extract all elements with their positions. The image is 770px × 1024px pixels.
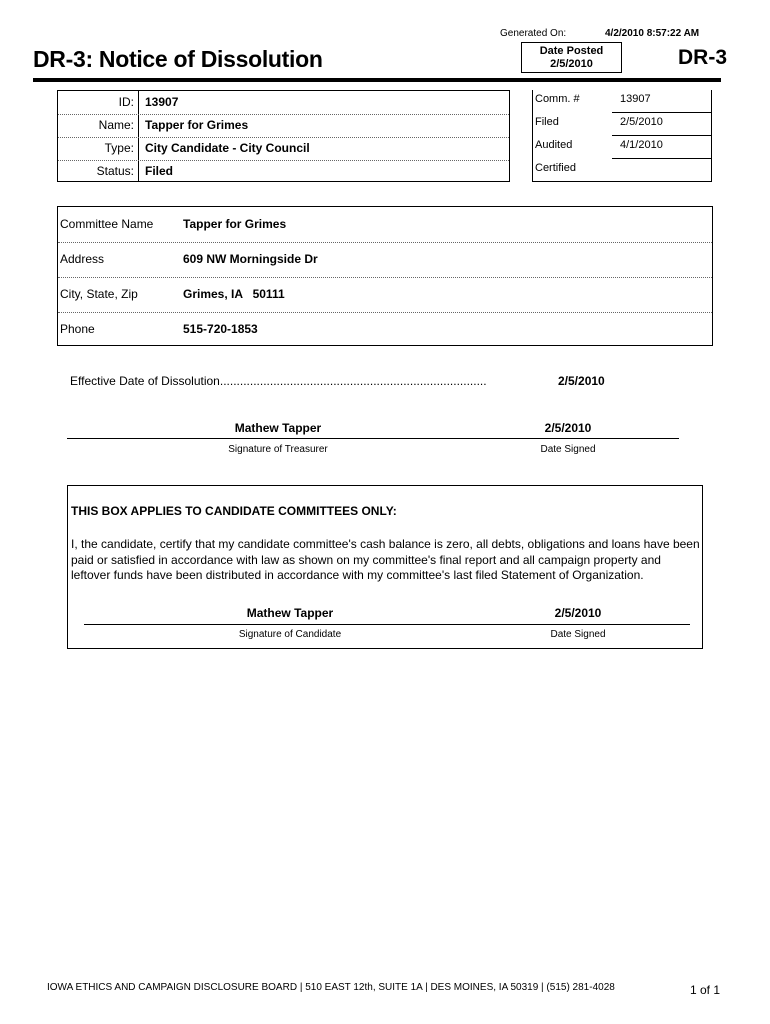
city-state-zip-value: Grimes, IA 50111 (183, 287, 285, 301)
treasurer-signature-caption: Signature of Treasurer (228, 444, 328, 455)
filer-info-box (57, 90, 510, 182)
date-posted-label: Date Posted (539, 45, 604, 57)
info-row-name (58, 114, 509, 138)
committee-row-name (58, 207, 712, 243)
effective-date-value: 2/5/2010 (558, 374, 605, 388)
id-value: 13907 (145, 95, 179, 109)
candidate-certification-text: I, the candidate, certify that my candidate committee's cash balance is zero, all debts, obligations and loans have been paid or satisfied in accordance with law as shown on my committee's final report and all campaign property and leftover funds have been distributed in accordance with my committee's last filed Statement of Organization. (71, 537, 700, 582)
candidate-date-signed: 2/5/2010 (554, 606, 602, 620)
candidate-signature-caption: Signature of Candidate (238, 629, 342, 640)
candidate-signature-name: Mathew Tapper (246, 606, 334, 620)
address-value: 609 NW Morningside Dr (183, 252, 318, 266)
name-label: Name: (98, 118, 134, 132)
generated-on-label: Generated On: (500, 28, 567, 39)
name-value: Tapper for Grimes (145, 118, 249, 132)
candidate-signature-line (84, 624, 690, 625)
audited-label: Audited (535, 139, 573, 151)
treasurer-date-signed: 2/5/2010 (544, 421, 592, 435)
committee-name-label: Committee Name (60, 217, 154, 231)
status-row-filed (533, 113, 711, 136)
candidate-date-caption: Date Signed (550, 629, 606, 640)
filed-value: 2/5/2010 (620, 116, 663, 128)
comm-number-label: Comm. # (535, 93, 580, 105)
page-title: DR-3: Notice of Dissolution (33, 46, 323, 72)
date-posted-box (521, 42, 622, 73)
info-row-type (58, 137, 509, 161)
committee-row-address (58, 242, 712, 278)
filed-label: Filed (535, 116, 559, 128)
certified-label: Certified (535, 162, 576, 174)
audited-value: 4/1/2010 (620, 139, 663, 151)
treasurer-date-caption: Date Signed (540, 444, 596, 455)
page-number: 1 of 1 (690, 983, 721, 997)
committee-details-box (57, 206, 713, 346)
candidate-certification-box (67, 485, 703, 649)
status-value: Filed (145, 164, 174, 178)
candidate-box-heading: THIS BOX APPLIES TO CANDIDATE COMMITTEES ONLY: (71, 504, 397, 518)
comm-number-value: 13907 (620, 93, 651, 105)
info-row-id (58, 91, 509, 115)
footer-address: IOWA ETHICS AND CAMPAIGN DISCLOSURE BOARD | 510 EAST 12th, SUITE 1A | DES MOINES, IA 50319 | (515) 281-4028 (47, 982, 615, 993)
type-value: City Candidate - City Council (145, 141, 310, 155)
effective-date-label: Effective Date of Dissolution................................................................................ (70, 374, 487, 388)
id-label: ID: (118, 95, 134, 109)
form-code: DR-3 (678, 46, 728, 69)
treasurer-signature-name: Mathew Tapper (234, 421, 322, 435)
header-rule (33, 78, 721, 82)
treasurer-signature-line (67, 438, 679, 439)
phone-value: 515-720-1853 (183, 322, 258, 336)
type-label: Type: (104, 141, 134, 155)
date-posted-value: 2/5/2010 (550, 58, 593, 70)
info-row-status (58, 160, 509, 183)
status-row-certified (533, 159, 711, 182)
phone-label: Phone (60, 322, 95, 336)
status-row-comm (533, 90, 711, 113)
status-row-audited (533, 136, 711, 159)
status-label: Status: (96, 164, 134, 178)
generated-on-value: 4/2/2010 8:57:22 AM (605, 28, 700, 39)
committee-row-phone (58, 312, 712, 347)
committee-row-csz (58, 277, 712, 313)
address-label: Address (60, 252, 105, 266)
filing-status-panel (532, 90, 712, 182)
committee-name-value: Tapper for Grimes (183, 217, 287, 231)
city-state-zip-label: City, State, Zip (60, 287, 138, 301)
